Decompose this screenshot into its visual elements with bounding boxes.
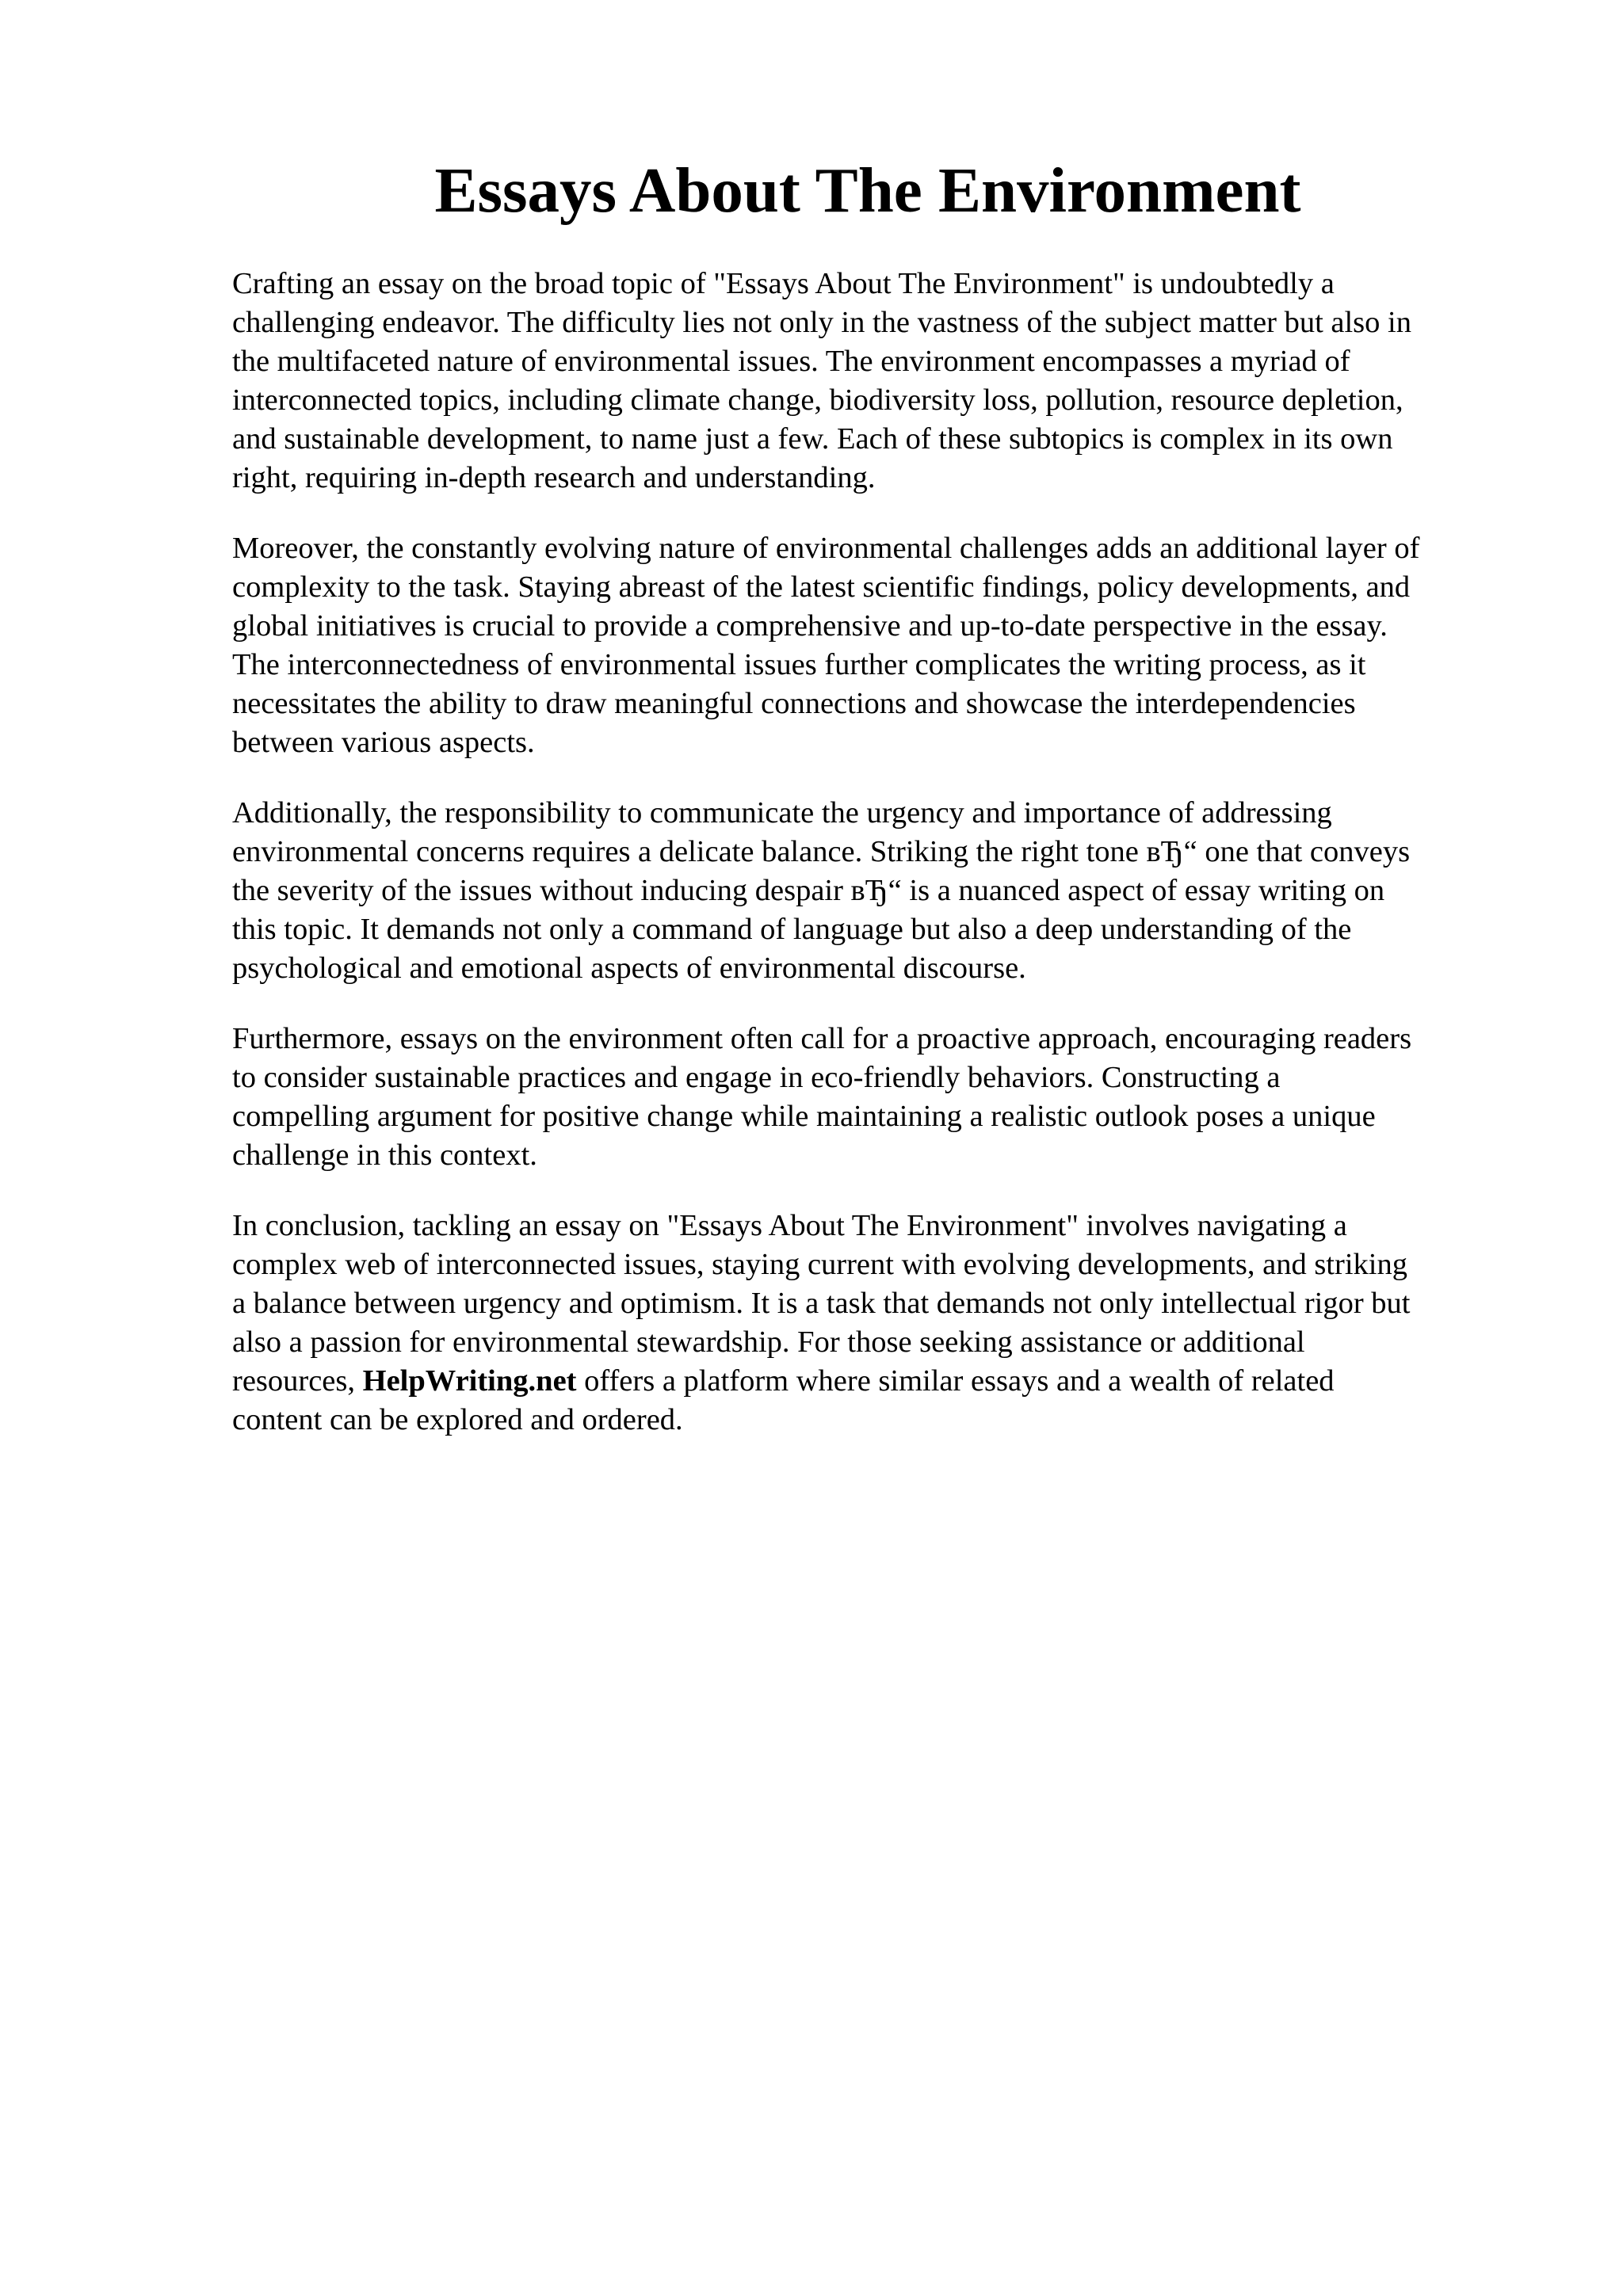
paragraph-line: challenging endeavor. The difficulty lies not only in the vastness of the subject matter but also in bbox=[232, 306, 1411, 339]
paragraph-line: the severity of the issues without inducing despair вЂ“ is a nuanced aspect of essay writing on bbox=[232, 874, 1385, 907]
paragraph-line: complexity to the task. Staying abreast of the latest scientific findings, policy developments, and bbox=[232, 570, 1411, 604]
paragraph-line: challenge in this context. bbox=[232, 1138, 537, 1172]
paragraph-line: and sustainable development, to name just a few. Each of these subtopics is complex in its own bbox=[232, 422, 1393, 456]
paragraph-line: In conclusion, tackling an essay on "Essays About The Environment" involves navigating a bbox=[232, 1209, 1347, 1242]
paragraph-line: psychological and emotional aspects of environmental discourse. bbox=[232, 952, 1026, 985]
paragraph-line: also a passion for environmental stewardship. For those seeking assistance or additional bbox=[232, 1325, 1305, 1359]
paragraph-4 bbox=[232, 1020, 1532, 1175]
paragraph-line: between various aspects. bbox=[232, 726, 535, 759]
document-body bbox=[232, 265, 1532, 1471]
paragraph-line: Crafting an essay on the broad topic of "Essays About The Environment" is undoubtedly a bbox=[232, 267, 1335, 300]
paragraph-conclusion bbox=[232, 1207, 1532, 1440]
paragraph-line: The interconnectedness of environmental issues further complicates the writing process, as it bbox=[232, 648, 1366, 681]
paragraph-line: the multifaceted nature of environmental issues. The environment encompasses a myriad of bbox=[232, 345, 1350, 378]
paragraph-2 bbox=[232, 529, 1532, 762]
paragraph-line: a balance between urgency and optimism. It is a task that demands not only intellectual rigor but bbox=[232, 1287, 1411, 1320]
paragraph-line: this topic. It demands not only a command of language but also a deep understanding of the bbox=[232, 913, 1352, 946]
paragraph-line: right, requiring in-depth research and understanding. bbox=[232, 461, 876, 494]
document-title: Essays About The Environment bbox=[434, 154, 1301, 226]
paragraph-line: Furthermore, essays on the environment often call for a proactive approach, encouraging readers bbox=[232, 1022, 1412, 1055]
paragraph-line: compelling argument for positive change while maintaining a realistic outlook poses a unique bbox=[232, 1100, 1376, 1133]
helpwriting-link[interactable]: HelpWriting.net bbox=[362, 1364, 577, 1398]
paragraph-line: global initiatives is crucial to provide a comprehensive and up-to-date perspective in the essay. bbox=[232, 609, 1388, 643]
line-text-after-brand: offers a platform where similar essays and a wealth of related bbox=[576, 1364, 1335, 1398]
paragraph-line: necessitates the ability to draw meaningful connections and showcase the interdependencies bbox=[232, 687, 1356, 720]
paragraph-line: to consider sustainable practices and engage in eco-friendly behaviors. Constructing a bbox=[232, 1061, 1281, 1094]
paragraph-line: interconnected topics, including climate change, biodiversity loss, pollution, resource depletion, bbox=[232, 383, 1403, 417]
paragraph-line-with-link bbox=[232, 1362, 1532, 1401]
paragraph-line: content can be explored and ordered. bbox=[232, 1403, 683, 1436]
paragraph-line: environmental concerns requires a delicate balance. Striking the right tone вЂ“ one that conveys bbox=[232, 835, 1411, 868]
paragraph-3 bbox=[232, 794, 1532, 988]
paragraph-line: Additionally, the responsibility to communicate the urgency and importance of addressing bbox=[232, 796, 1332, 830]
paragraph-1 bbox=[232, 265, 1532, 498]
line-text-before-brand: resources, bbox=[232, 1364, 363, 1398]
paragraph-line: complex web of interconnected issues, staying current with evolving developments, and striking bbox=[232, 1248, 1407, 1281]
paragraph-line: Moreover, the constantly evolving nature of environmental challenges adds an additional layer of bbox=[232, 532, 1420, 565]
